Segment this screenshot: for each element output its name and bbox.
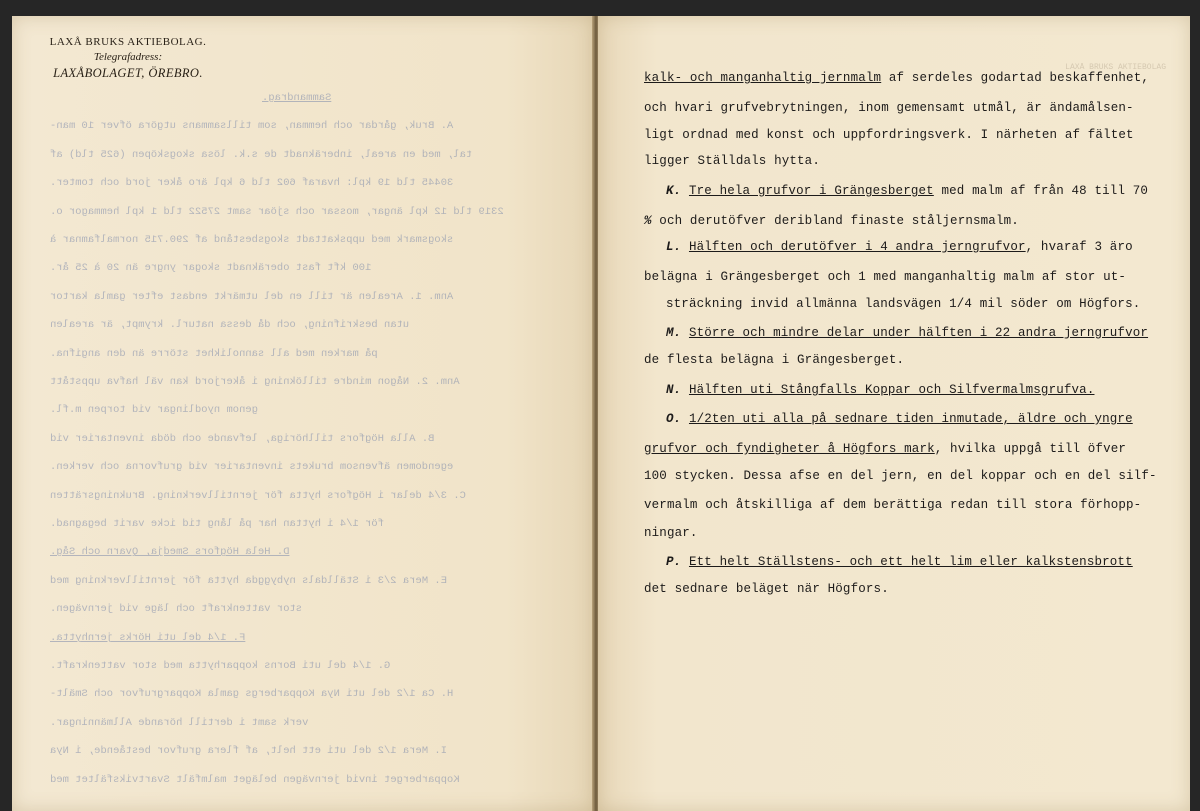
typed-text: det sednare beläget när Högfors.	[644, 582, 889, 596]
typed-text: belägna i Grängesberget och 1 med manganhaltig malm af stor ut-	[644, 270, 1127, 284]
typed-text: 1/2ten uti alla på sednare tiden inmutade, äldre och yngre	[688, 412, 1133, 426]
typed-text: kalk- och manganhaltig jernmalm	[644, 71, 882, 85]
typed-text: och hvari grufvebrytningen, inom gemensamt utmål, är ändamålsen-	[644, 101, 1134, 115]
typed-line	[666, 383, 1094, 397]
typed-text: Ett helt Ställstens- och ett helt lim eller kalkstensbrott	[688, 555, 1133, 569]
bleed-line: utan beskrifning, och då dessa naturl. krympt, är arealen	[50, 319, 410, 332]
bleed-line: B. Alla Högfors tillhöriga, lefvande och döda inventarier vid	[50, 432, 435, 445]
typed-line	[666, 240, 1133, 254]
bleed-line: 30445 tld 19 kpl: hvaraf 602 tld 6 kpl äro åker jord och tomter.	[50, 177, 454, 190]
typed-text-rest: , hvilka uppgå till öfver	[934, 442, 1127, 456]
typed-text: sträckning invid allmänna landsvägen 1/4 mil söder om Högfors.	[666, 297, 1141, 311]
bleed-line: A. Bruk, gårdar och hemman, som tillsammans utgöra öfver 10 man-	[50, 120, 454, 133]
bleed-line: stor vattenkraft och läge vid jernvägen.	[50, 603, 303, 616]
typed-text: Tre hela grufvor i Grängesberget	[688, 184, 934, 198]
letterhead-address: LAXÅBOLAGET, ÖREBRO.	[53, 66, 203, 80]
bleed-line: E. Mera 2/3 i Ställdals nybyggda hytta för jerntillverkning med	[50, 574, 447, 587]
section-mark: L.	[666, 240, 689, 254]
typed-line	[644, 128, 1134, 142]
bleed-line: tal, med en areal, inberäknadt de s.k. lösa skogsköpen (625 tld) af	[50, 148, 473, 161]
bleed-line: för 1/4 i hyttan har på lång tid icke varit begagnad.	[50, 518, 384, 530]
bleed-line: genom nyodlingar vid torpen m.fl.	[50, 404, 258, 417]
bleed-line: F. 1/4 del uti Hörks jernhytta.	[50, 631, 246, 644]
letterhead-telegram-label: Telegrafadress:	[93, 51, 163, 63]
bleed-line: H. Ca 1/2 del uti Nya Kopparbergs gamla Koppargrufvor och Smält-	[50, 688, 454, 701]
typed-text: grufvor och fyndigheter å Högfors mark	[644, 442, 935, 456]
bleed-line: Anm. 2. Någon mindre tillökning i åkerjord kan väl hafva uppstått	[50, 376, 460, 388]
bleed-line: egendomen äfvensom brukets inventarier vid grufvorna och verken.	[50, 461, 454, 474]
section-mark: K.	[666, 184, 689, 198]
typed-text: 100 stycken. Dessa afse en del jern, en del koppar och en del silf-	[644, 469, 1157, 483]
typed-line	[666, 184, 1148, 198]
bleed-line: verk samt i dertill hörande Allmänningar.	[50, 716, 309, 729]
section-mark: O.	[666, 412, 689, 426]
typed-line	[644, 353, 904, 367]
typed-line	[666, 297, 1140, 311]
typed-line	[644, 526, 698, 540]
ghost-letterhead-right: LAXÅ BRUKS AKTIEBOLAG	[1065, 63, 1166, 72]
typed-line	[644, 582, 889, 596]
typed-line	[644, 469, 1157, 483]
bleed-line: skogsmark med uppskattadt skogsbestånd af 290.715 normalfamnar à	[50, 234, 454, 246]
typed-line	[644, 71, 1149, 85]
typed-text-rest: med malm af från 48 till 70	[933, 184, 1149, 198]
typed-text: ligger Ställdals hytta.	[644, 154, 820, 168]
typed-line	[644, 498, 1141, 512]
bleed-line: 100 kft fast oberäknadt skogar yngre än 20 à 25 år.	[50, 262, 372, 275]
typed-line	[644, 154, 820, 168]
bleed-line: I. Mera 1/2 del uti ett helt, af flera grufvor bestående, i Nya	[50, 745, 447, 758]
typed-text: Hälften uti Stångfalls Koppar och Silfvermalmsgrufva.	[688, 383, 1095, 397]
typed-text: ningar.	[644, 526, 698, 540]
typed-line	[666, 555, 1133, 569]
typed-line	[644, 442, 1126, 456]
section-mark: N.	[666, 383, 689, 397]
typed-text: och derutöfver deribland finaste ståljernsmalm.	[651, 214, 1019, 228]
typed-text: Hälften och derutöfver i 4 andra jerngrufvor	[688, 240, 1026, 254]
letterhead-company: LAXÅ BRUKS AKTIEBOLAG.	[49, 36, 207, 48]
typed-text: Större och mindre delar under hälften i 22 andra jerngrufvor	[688, 326, 1149, 340]
letterhead	[28, 34, 228, 82]
typed-line	[644, 214, 1019, 228]
typed-line	[644, 101, 1134, 115]
bleed-line: 2319 tld 12 kpl ängar, mossar och sjöar samt 27522 tld 1 kpl hemmagor o.	[50, 205, 504, 218]
section-mark: M.	[666, 326, 689, 340]
typed-text: vermalm och åtskilliga af dem berättiga redan till stora förhopp-	[644, 498, 1142, 512]
bleed-line: D. Hela Högfors Smedja, Qvarn och Såg.	[50, 546, 290, 559]
typed-line	[644, 270, 1126, 284]
typed-text-rest: , hvaraf 3 äro	[1025, 240, 1133, 254]
bleed-line: på marken med all sannolikhet större än den angifna.	[50, 347, 378, 360]
bleed-line: C. 3/4 delar i Högfors hytta för jerntillverkning. Brukningsrätten	[50, 489, 466, 502]
bleed-line: Kopparberget invid jernvägen beläget malmfält Svartviksfältet med	[50, 773, 460, 786]
bleed-line: Anm. 1. Arealen är till en del utmärkt endast efter gamla kartor	[50, 290, 454, 303]
bleed-line: Sammandrag.	[262, 92, 332, 104]
typed-text: ligt ordnad med konst och uppfordringsverk. I närheten af fältet	[644, 128, 1134, 142]
typed-text: de flesta belägna i Grängesberget.	[644, 353, 905, 367]
typed-line	[666, 412, 1133, 426]
section-mark: P.	[666, 555, 689, 569]
section-mark: %	[644, 214, 652, 228]
typed-text-rest: af serdeles godartad beskaffenhet,	[881, 71, 1149, 85]
typed-line	[666, 326, 1148, 340]
bleed-line: G. 1/4 del uti Borns kopparhytta med stor vattenkraft.	[50, 660, 391, 672]
